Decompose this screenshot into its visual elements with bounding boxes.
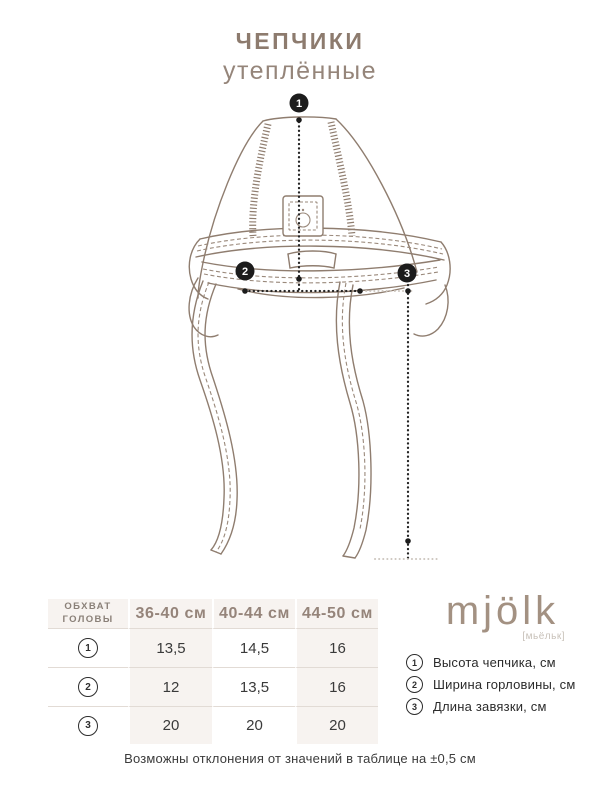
legend-circled-number-2: 2	[406, 676, 423, 693]
table-row-2-marker	[48, 667, 128, 706]
size-table	[48, 599, 378, 744]
marker-1-number: 1	[295, 98, 303, 110]
table-cell: 13,5	[128, 628, 212, 667]
extension-lines	[362, 291, 440, 559]
marker-1-badge	[290, 94, 309, 113]
page-title	[0, 28, 600, 86]
table-header-size-40-44: 40-44 см	[212, 599, 295, 628]
brand-logo	[420, 589, 585, 642]
table-header-size-36-40: 36-40 см	[128, 599, 212, 628]
title-subtitle: утеплённые	[222, 57, 378, 85]
logo-transcription: [мьёльк]	[522, 631, 565, 642]
table-cell: 16	[295, 667, 378, 706]
stitch-lines	[197, 235, 443, 552]
marker-2-badge	[236, 262, 255, 281]
table-row-3-marker	[48, 706, 128, 744]
legend-circled-number-3: 3	[406, 698, 423, 715]
legend-label: Высота чепчика, см	[433, 655, 556, 670]
table-cell: 20	[212, 706, 295, 744]
table-cell: 13,5	[212, 667, 295, 706]
table-header-size-44-50: 44-50 см	[295, 599, 378, 628]
circled-number-1: 1	[78, 638, 98, 658]
measurement-legend	[406, 654, 575, 720]
marker-2-number: 2	[241, 266, 249, 278]
logo-wordmark: mjölk	[445, 589, 560, 633]
legend-label: Длина завязки, см	[433, 699, 547, 714]
table-row-1-marker	[48, 628, 128, 667]
legend-label: Ширина горловины, см	[433, 677, 576, 692]
head-circumference-line2: ГОЛОВЫ	[62, 613, 114, 625]
tolerance-note: Возможны отклонения от значений в таблице на ±0,5 см	[124, 751, 476, 766]
circled-number-2: 2	[78, 677, 98, 697]
table-header-head-circumference	[48, 599, 128, 628]
table-cell: 20	[295, 706, 378, 744]
legend-circled-number-1: 1	[406, 654, 423, 671]
title-main: ЧЕПЧИКИ	[235, 28, 365, 54]
head-circumference-line1: ОБХВАТ	[64, 601, 112, 613]
circled-number-3: 3	[78, 716, 98, 736]
measurement-dots	[242, 117, 411, 544]
legend-item-tie-length	[406, 698, 575, 715]
table-cell: 14,5	[212, 628, 295, 667]
bonnet-diagram	[178, 88, 464, 575]
bonnet-outline	[189, 117, 450, 558]
fabric-tag	[283, 196, 323, 236]
table-cell: 20	[128, 706, 212, 744]
legend-item-neck-width	[406, 676, 575, 693]
marker-3-badge	[398, 264, 417, 283]
table-cell: 16	[295, 628, 378, 667]
table-cell: 12	[128, 667, 212, 706]
marker-3-number: 3	[403, 268, 411, 280]
legend-item-height	[406, 654, 575, 671]
